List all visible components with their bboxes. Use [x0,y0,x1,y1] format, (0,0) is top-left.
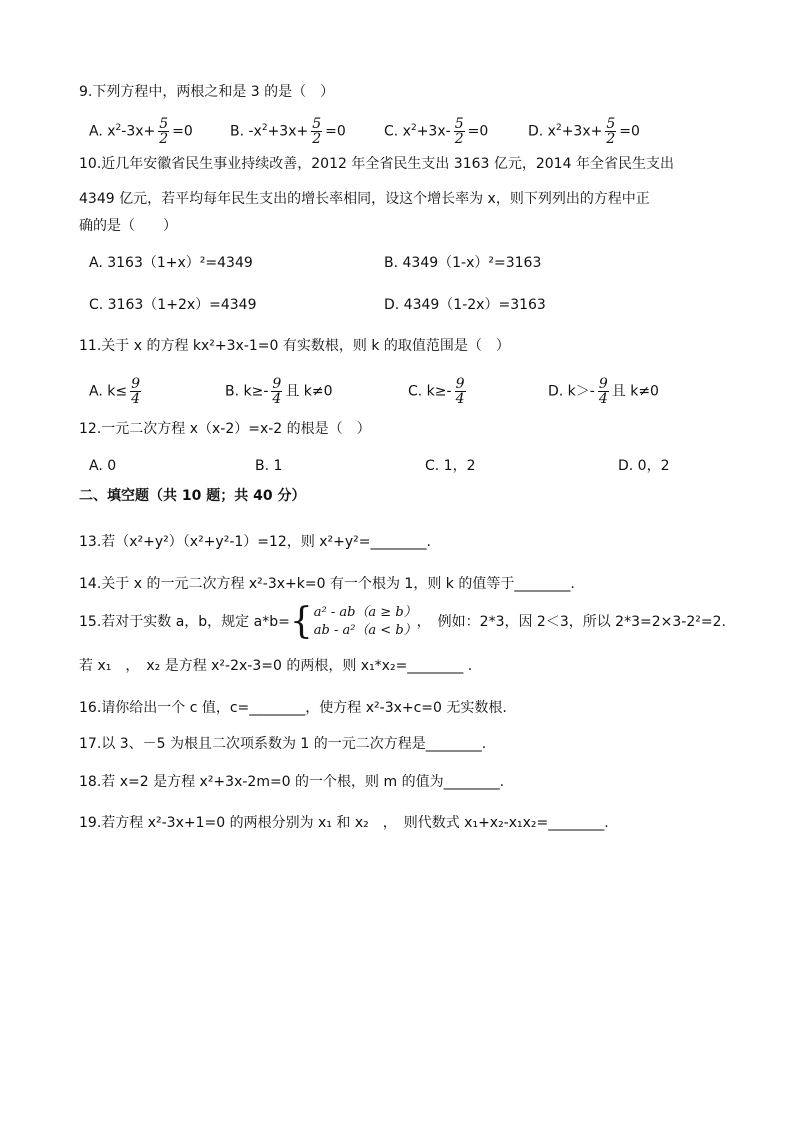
fraction: $\frac{9}{4}$ [455,376,465,407]
question-11-option-d: D. k＞- $\frac{9}{4}$ 且 k≠0 [548,376,659,407]
fraction: $\frac{9}{4}$ [598,376,608,407]
question-9-option-b: B. $-x^2+3x+$ $\frac{5}{2}$ =0 [230,116,346,147]
question-10-stem-line-1: 10.近几年安徽省民生事业持续改善，2012 年全省民生支出 3163 亿元，2014 年全省民生支出 [79,156,674,172]
question-10-option-d: D. 4349（1-2x）=3163 [384,297,546,313]
question-12-option-b: B. 1 [255,458,283,474]
question-11-option-c: C. k≥- $\frac{9}{4}$ [408,376,465,407]
question-10-option-a: A. 3163（1+x）²=4349 [89,255,253,271]
fraction: $\frac{9}{4}$ [131,376,140,407]
question-10-option-b: B. 4349（1-x）²=3163 [384,255,542,271]
fraction: $\frac{5}{2}$ [312,116,322,147]
question-9-stem: 9.下列方程中，两根之和是 3 的是（ ） [79,84,335,100]
question-11-option-a: A. k≤ $\frac{9}{4}$ [89,376,140,407]
fraction: $\frac{9}{4}$ [272,376,282,407]
question-12-option-d: D. 0，2 [618,458,670,474]
question-10-stem-line-2: 4349 亿元，若平均每年民生支出的增长率相同，设这个增长率为 x，则下列列出的方程中正 [79,191,650,207]
fraction: $\frac{5}{2}$ [159,116,169,147]
question-13: 13.若（x²+y²）（x²+y²-1）=12，则 x²+y²=________. [79,534,431,550]
question-19: 19.若方程 x²-3x+1=0 的两根分别为 x₁ 和 x₂ ， 则代数式 x₁+x₂-x₁x₂=________. [79,815,609,831]
question-11-stem: 11.关于 x 的方程 kx²+3x-1=0 有实数根，则 k 的取值范围是（ ） [79,338,510,354]
question-14: 14.关于 x 的一元二次方程 x²-3x+k=0 有一个根为 1，则 k 的值等于________. [79,576,575,592]
left-brace-icon: { [289,601,313,642]
question-9-option-d: D. $x^2+3x+$ $\frac{5}{2}$ =0 [528,116,640,147]
question-10-stem-line-3: 确的是（ ） [79,218,177,234]
question-12-option-c: C. 1，2 [425,458,476,474]
question-12-option-a: A. 0 [89,458,117,474]
question-9-option-c: C. $x^2+3x-$ $\frac{5}{2}$ =0 [384,116,489,147]
question-12-stem: 12.一元二次方程 x（x-2）=x-2 的根是（ ） [79,421,371,437]
question-10-option-c: C. 3163（1+2x）=4349 [89,297,257,313]
question-15-line-2: 若 x₁ ， x₂ 是方程 x²-2x-3=0 的两根，则 x₁*x₂=________ . [79,658,473,674]
fraction: $\frac{5}{2}$ [606,116,616,147]
question-16: 16.请你给出一个 c 值，c=________，使方程 x²-3x+c=0 无实数根. [79,700,507,716]
piecewise-definition: { a² - ab（a ≥ b） ab - a²（a < b） [289,601,417,642]
question-11-option-b: B. k≥- $\frac{9}{4}$ 且 k≠0 [225,376,333,407]
question-18: 18.若 x=2 是方程 x²+3x-2m=0 的一个根，则 m 的值为________. [79,774,505,790]
fraction: $\frac{5}{2}$ [454,116,464,147]
question-9-option-a: A. $x^2-3x+$ $\frac{5}{2}$ =0 [89,116,193,147]
question-15-line-1: 15.若对于实数 a，b，规定 a*b= { a² - ab（a ≥ b） ab - a²（a < b） ， 例如：2*3，因 2＜3，所以 2*3=2×3-2²=2. [79,601,726,642]
section-2-heading: 二、填空题（共 10 题；共 40 分） [79,488,306,504]
question-17: 17.以 3、－5 为根且二次项系数为 1 的一元二次方程是________. [79,736,487,752]
